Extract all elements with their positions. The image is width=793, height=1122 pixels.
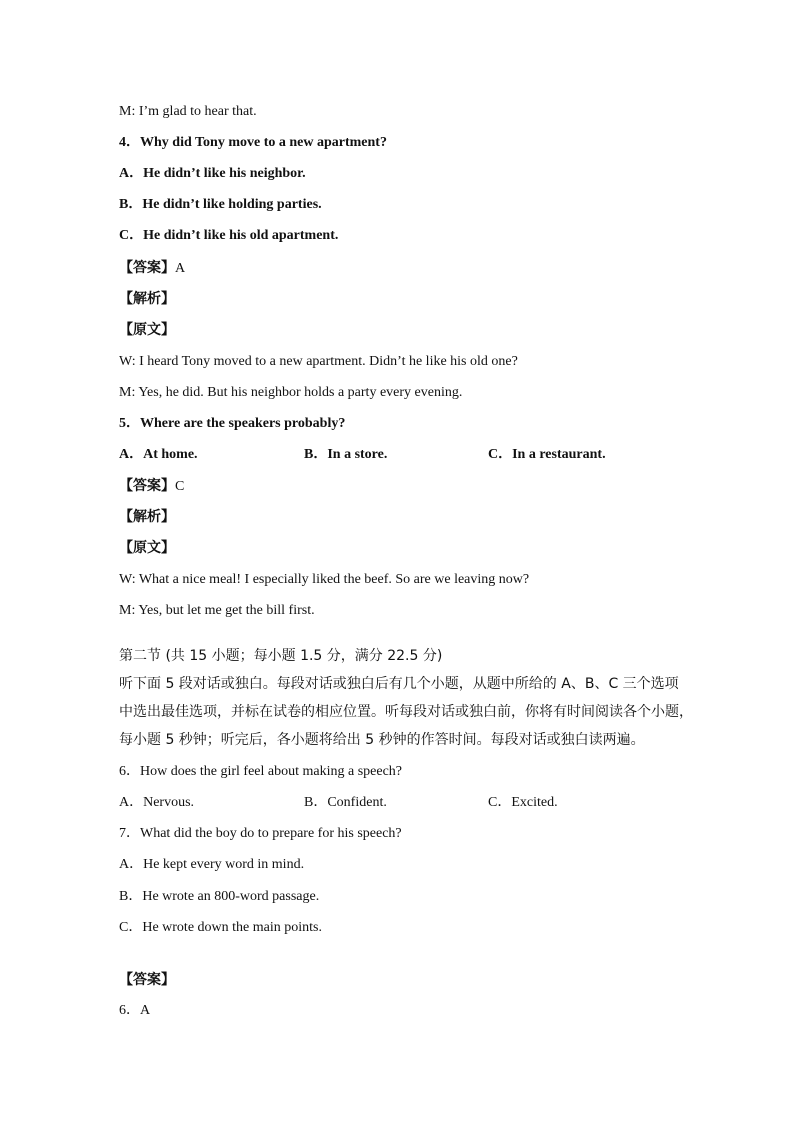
option-6a: A．Nervous. <box>119 795 195 810</box>
analysis-tag: 【解析】 <box>119 509 175 525</box>
section-title: 第二节 (共 15 小题；每小题 1.5 分，满分 22.5 分) <box>119 648 443 664</box>
dialogue-line: M: Yes, he did. But his neighbor holds a party every evening. <box>119 385 463 400</box>
option-5c: C．In a restaurant. <box>488 447 606 462</box>
analysis-tag: 【解析】 <box>119 291 175 307</box>
answer-row-5 <box>119 477 184 496</box>
option-5b: B．In a store. <box>304 447 388 462</box>
answer-value: C <box>175 479 185 494</box>
answer-tag: 【答案】 <box>119 478 175 494</box>
question-7: 7．What did the boy do to prepare for his speech? <box>119 826 402 841</box>
dialogue-line: M: I’m glad to hear that. <box>119 104 257 119</box>
instructions-line-2: 中选出最佳选项，并标在试卷的相应位置。听每段对话或独白前，你将有时间阅读各个小题， <box>119 704 693 720</box>
original-text-tag: 【原文】 <box>119 322 175 338</box>
option-6c: C．Excited. <box>488 795 558 810</box>
instructions-line-3: 每小题 5 秒钟；听完后，各小题将给出 5 秒钟的作答时间。每段对话或独白读两遍。 <box>119 732 645 748</box>
dialogue-line: W: I heard Tony moved to a new apartment. Didn’t he like his old one? <box>119 354 518 369</box>
question-5: 5．Where are the speakers probably? <box>119 416 346 431</box>
dialogue-line: M: Yes, but let me get the bill first. <box>119 603 315 618</box>
answer-row-4 <box>119 259 185 278</box>
option-4a: A．He didn’t like his neighbor. <box>119 166 306 181</box>
answer-value: A <box>175 261 186 276</box>
option-7a: A．He kept every word in mind. <box>119 857 305 872</box>
question-4: 4．Why did Tony move to a new apartment? <box>119 135 387 150</box>
option-4c: C．He didn’t like his old apartment. <box>119 228 339 243</box>
answer-tag: 【答案】 <box>119 260 175 276</box>
option-7c: C．He wrote down the main points. <box>119 920 322 935</box>
question-6: 6．How does the girl feel about making a speech? <box>119 764 403 779</box>
option-4b: B．He didn’t like holding parties. <box>119 197 322 212</box>
original-text-tag: 【原文】 <box>119 540 175 556</box>
answer-6: 6．A <box>119 1003 151 1018</box>
answer-tag: 【答案】 <box>119 972 175 988</box>
option-6b: B．Confident. <box>304 795 387 810</box>
instructions-line-1: 听下面 5 段对话或独白。每段对话或独白后有几个小题，从题中所给的 A、B、C 三个选项 <box>119 676 679 692</box>
option-5a: A．At home. <box>119 447 198 462</box>
dialogue-line: W: What a nice meal! I especially liked the beef. So are we leaving now? <box>119 572 530 587</box>
option-7b: B．He wrote an 800-word passage. <box>119 889 320 904</box>
